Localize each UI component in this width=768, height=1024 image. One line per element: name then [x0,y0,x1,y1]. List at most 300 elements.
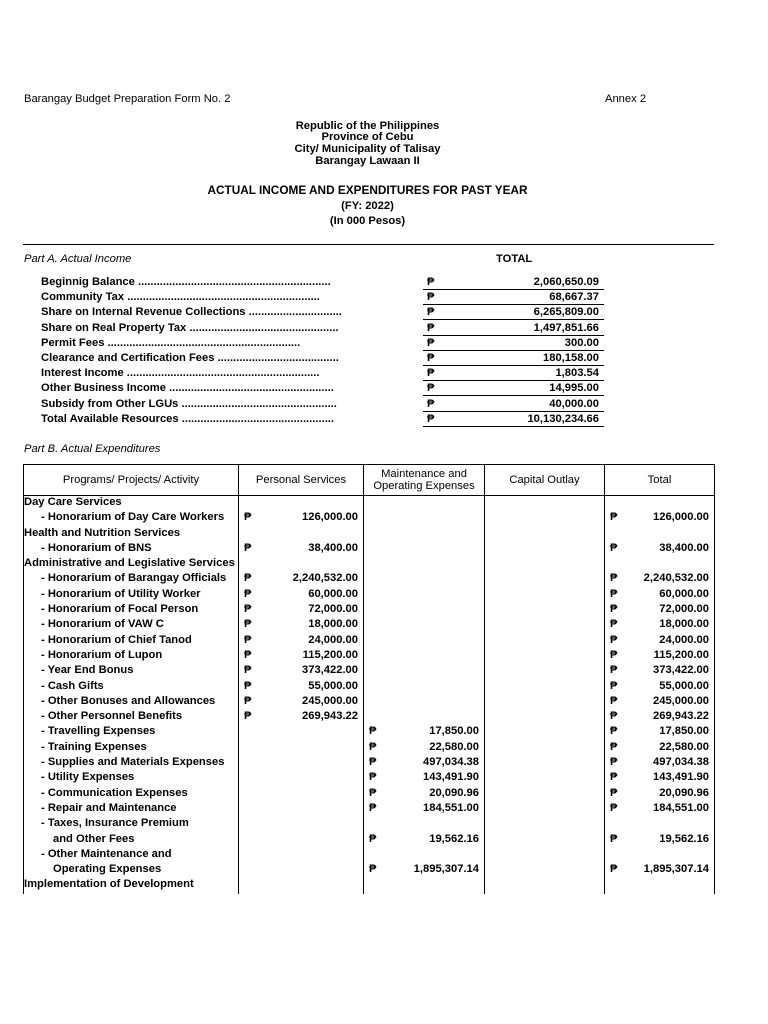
personal-services-cell [239,741,364,756]
table-row [24,710,715,725]
income-label: Share on Internal Revenue Collections .............................. [41,306,342,319]
total-cell [605,802,715,817]
income-row [0,306,768,321]
income-amount: 300.00 [564,336,599,349]
capital-outlay-cell [485,618,605,633]
peso-sign: ₱ [369,863,377,876]
personal-services-cell [239,588,364,603]
amount-value: 38,400.00 [308,541,358,554]
income-label: Other Business Income ..................................................... [41,382,334,395]
maintenance-cell [364,496,485,512]
table-row [24,771,715,786]
maintenance-cell [364,542,485,557]
amount-value: 17,850.00 [659,725,709,738]
col-header-maintenance: Maintenance and Operating Expenses [364,465,485,496]
income-underline [423,395,604,396]
item-label: - Year End Bonus [41,664,134,677]
maintenance-cell [364,649,485,664]
maintenance-cell [364,572,485,587]
capital-outlay-cell [485,787,605,802]
item-label: - Taxes, Insurance Premium [41,817,189,830]
barangay-line: Barangay Lawaan II [315,155,420,167]
amount-value: 143,491.90 [653,771,709,784]
maintenance-cell [364,680,485,695]
income-row [0,322,768,337]
category-row [24,557,715,572]
capital-outlay-cell [485,557,605,572]
maintenance-cell [364,603,485,618]
income-underline [423,350,604,351]
total-cell [605,863,715,878]
personal-services-cell [239,618,364,633]
income-underline [423,411,604,412]
peso-sign: ₱ [244,587,252,600]
item-label: and Other Fees [53,832,135,845]
amount-value: 245,000.00 [653,694,709,707]
capital-outlay-cell [485,649,605,664]
peso-sign: ₱ [244,572,252,585]
income-underline [423,426,604,427]
peso-sign: ₱ [610,801,618,814]
personal-services-cell [239,817,364,832]
peso-sign: ₱ [610,710,618,723]
peso-sign: ₱ [610,786,618,799]
peso-sign: ₱ [369,740,377,753]
income-underline [423,365,604,366]
capital-outlay-cell [485,817,605,832]
item-label: - Training Expenses [41,740,147,753]
peso-sign: ₱ [244,618,252,631]
item-label: - Utility Expenses [41,771,135,784]
peso-sign: ₱ [427,291,435,304]
table-row [24,664,715,679]
personal-services-cell [239,542,364,557]
peso-sign: ₱ [427,276,435,288]
income-label: Clearance and Certification Fees ....................................... [41,352,339,364]
capital-outlay-cell [485,680,605,695]
amount-value: 269,943.22 [653,710,709,723]
capital-outlay-cell [485,603,605,618]
maintenance-cell [364,557,485,572]
peso-sign: ₱ [610,541,618,554]
amount-value: 55,000.00 [659,679,709,692]
peso-sign: ₱ [369,801,377,814]
personal-services-cell [239,572,364,587]
income-amount: 6,265,809.00 [533,306,599,319]
item-label: - Other Personnel Benefits [41,710,183,723]
header-divider [23,244,714,245]
maintenance-cell [364,527,485,542]
income-row [0,337,768,352]
capital-outlay-cell [485,710,605,725]
capital-outlay-cell [485,695,605,710]
amount-value: 184,551.00 [653,801,709,814]
total-cell [605,725,715,740]
amount-value: 1,895,307.14 [643,863,709,876]
table-row [24,542,715,557]
amount-value: 115,200.00 [302,648,358,661]
peso-sign: ₱ [427,306,435,319]
income-underline [423,304,604,305]
income-label: Community Tax .............................................................. [41,291,320,304]
income-amount: 180,158.00 [543,352,599,364]
maintenance-cell [364,771,485,786]
capital-outlay-cell [485,802,605,817]
personal-services-cell [239,848,364,863]
capital-outlay-cell [485,741,605,756]
maintenance-cell [364,756,485,771]
capital-outlay-cell [485,634,605,649]
amount-value: 22,580.00 [659,740,709,753]
peso-sign: ₱ [369,756,377,769]
peso-sign: ₱ [427,382,435,395]
part-a-total-label: TOTAL [496,253,533,265]
personal-services-cell [239,756,364,771]
personal-services-cell [239,511,364,526]
table-row [24,863,715,878]
total-cell [605,588,715,603]
maintenance-cell [364,634,485,649]
amount-value: 184,551.00 [423,801,479,814]
item-label: - Honorarium of Day Care Workers [41,511,225,524]
table-row [24,603,715,618]
total-cell [605,695,715,710]
income-label: Subsidy from Other LGUs .................................................. [41,397,337,410]
maintenance-cell [364,588,485,603]
amount-value: 497,034.38 [423,756,479,769]
col-header-capital-outlay: Capital Outlay [485,465,605,496]
peso-sign: ₱ [244,541,252,554]
maintenance-cell [364,863,485,878]
income-label: Interest Income .............................................................. [41,367,320,380]
peso-sign: ₱ [610,618,618,631]
item-label: - Honorarium of Lupon [41,648,163,661]
peso-sign: ₱ [369,771,377,784]
amount-value: 72,000.00 [659,603,709,616]
personal-services-cell [239,527,364,542]
amount-value: 245,000.00 [302,694,358,707]
total-cell [605,771,715,786]
amount-value: 17,850.00 [429,725,479,738]
income-row [0,367,768,382]
col-header-personal-services: Personal Services [239,465,364,496]
total-cell [605,557,715,572]
total-cell [605,649,715,664]
personal-services-cell [239,649,364,664]
income-amount: 1,803.54 [555,367,599,380]
form-name: Barangay Budget Preparation Form No. 2 [24,93,231,105]
table-row [24,741,715,756]
amount-value: 20,090.96 [429,786,479,799]
peso-sign: ₱ [427,412,435,425]
amount-value: 55,000.00 [308,679,358,692]
amount-value: 115,200.00 [653,648,709,661]
total-cell [605,817,715,832]
income-amount: 40,000.00 [549,397,599,410]
page-title: ACTUAL INCOME AND EXPENDITURES FOR PAST YEAR [207,183,528,197]
item-label: - Travelling Expenses [41,725,156,738]
capital-outlay-cell [485,527,605,542]
table-row [24,725,715,740]
table-row [24,588,715,603]
personal-services-cell [239,725,364,740]
peso-sign: ₱ [610,572,618,585]
category-row [24,527,715,542]
maintenance-cell [364,848,485,863]
income-row [0,398,768,413]
personal-services-cell [239,710,364,725]
category-label: Administrative and Legislative Services [24,557,235,570]
personal-services-cell [239,878,364,893]
amount-value: 18,000.00 [659,618,709,631]
maintenance-cell [364,787,485,802]
peso-sign: ₱ [610,694,618,707]
part-a-heading: Part A. Actual Income [24,253,132,265]
income-underline [423,289,604,290]
peso-sign: ₱ [610,648,618,661]
total-cell [605,848,715,863]
peso-sign: ₱ [610,587,618,600]
peso-sign: ₱ [610,756,618,769]
personal-services-cell [239,863,364,878]
peso-sign: ₱ [427,336,435,349]
peso-sign: ₱ [427,397,435,410]
item-label: - Honorarium of BNS [41,541,152,554]
capital-outlay-cell [485,511,605,526]
peso-sign: ₱ [610,633,618,646]
total-cell [605,787,715,802]
category-row [24,878,715,893]
personal-services-cell [239,802,364,817]
personal-services-cell [239,603,364,618]
income-label: Beginnig Balance .............................................................. [41,276,331,288]
capital-outlay-cell [485,863,605,878]
peso-sign: ₱ [244,664,252,677]
maintenance-cell [364,695,485,710]
personal-services-cell [239,634,364,649]
income-label: Share on Real Property Tax ................................................ [41,321,339,334]
table-row [24,634,715,649]
maintenance-cell [364,802,485,817]
peso-sign: ₱ [427,367,435,380]
peso-sign: ₱ [427,352,435,364]
total-cell [605,741,715,756]
capital-outlay-cell [485,833,605,848]
capital-outlay-cell [485,771,605,786]
amount-value: 497,034.38 [653,756,709,769]
peso-sign: ₱ [244,603,252,616]
income-amount: 14,995.00 [549,382,599,395]
personal-services-cell [239,833,364,848]
table-row [24,756,715,771]
capital-outlay-cell [485,588,605,603]
total-cell [605,603,715,618]
total-cell [605,710,715,725]
annex-label: Annex 2 [605,93,647,105]
capital-outlay-cell [485,756,605,771]
amount-value: 24,000.00 [659,633,709,646]
item-label: - Honorarium of Utility Worker [41,587,201,600]
total-cell [605,664,715,679]
amount-value: 22,580.00 [429,740,479,753]
amount-value: 72,000.00 [308,603,358,616]
table-row [24,817,715,832]
table-row [24,848,715,863]
total-cell [605,756,715,771]
amount-value: 1,895,307.14 [413,863,479,876]
peso-sign: ₱ [244,679,252,692]
amount-value: 143,491.90 [423,771,479,784]
peso-sign: ₱ [369,832,377,845]
total-cell [605,511,715,526]
peso-sign: ₱ [369,786,377,799]
table-header-row [24,465,715,496]
maintenance-cell [364,725,485,740]
income-underline [423,380,604,381]
amount-value: 2,240,532.00 [643,572,709,585]
amount-value: 373,422.00 [302,664,358,677]
maintenance-cell [364,833,485,848]
expenditures-table [23,464,715,894]
item-label: - Repair and Maintenance [41,801,177,814]
capital-outlay-cell [485,878,605,893]
peso-sign: ₱ [610,511,618,524]
province-line: Province of Cebu [321,131,414,143]
income-row [0,291,768,306]
amount-value: 60,000.00 [308,587,358,600]
item-label: - Other Bonuses and Allowances [41,694,216,707]
total-cell [605,833,715,848]
amount-value: 373,422.00 [653,664,709,677]
income-amount: 10,130,234.66 [527,412,599,425]
peso-sign: ₱ [610,725,618,738]
table-row [24,802,715,817]
part-b-heading: Part B. Actual Expenditures [24,443,161,455]
capital-outlay-cell [485,664,605,679]
total-cell [605,572,715,587]
peso-sign: ₱ [244,694,252,707]
table-row [24,833,715,848]
table-row [24,618,715,633]
amount-value: 19,562.16 [659,832,709,845]
income-amount: 2,060,650.09 [533,276,599,288]
peso-sign: ₱ [610,863,618,876]
peso-sign: ₱ [244,511,252,524]
total-cell [605,680,715,695]
category-label: Day Care Services [24,496,122,508]
table-row [24,695,715,710]
amount-value: 2,240,532.00 [292,572,358,585]
capital-outlay-cell [485,496,605,512]
capital-outlay-cell [485,572,605,587]
income-row [0,413,768,428]
income-row [0,352,768,367]
item-label: - Honorarium of VAW C [41,618,164,631]
table-row [24,649,715,664]
income-underline [423,335,604,336]
category-label: Health and Nutrition Services [24,526,181,539]
personal-services-cell [239,664,364,679]
total-cell [605,527,715,542]
total-cell [605,634,715,649]
personal-services-cell [239,496,364,512]
item-label: - Honorarium of Focal Person [41,603,199,616]
item-label: Operating Expenses [53,863,162,876]
item-label: - Cash Gifts [41,679,104,692]
peso-sign: ₱ [244,648,252,661]
category-row [24,496,715,512]
personal-services-cell [239,695,364,710]
capital-outlay-cell [485,542,605,557]
city-line: City/ Municipality of Talisay [294,143,441,155]
peso-sign: ₱ [369,725,377,738]
amount-value: 269,943.22 [302,710,358,723]
peso-sign: ₱ [610,771,618,784]
item-label: - Supplies and Materials Expenses [41,756,225,769]
maintenance-cell [364,710,485,725]
table-row [24,572,715,587]
amount-value: 20,090.96 [659,786,709,799]
income-underline [423,319,604,320]
personal-services-cell [239,787,364,802]
total-cell [605,496,715,512]
amount-value: 24,000.00 [308,633,358,646]
republic-line: Republic of the Philippines [295,120,440,132]
category-label: Implementation of Development [24,878,194,891]
amount-value: 18,000.00 [308,618,358,631]
total-cell [605,542,715,557]
maintenance-cell [364,664,485,679]
item-label: - Communication Expenses [41,786,188,799]
maintenance-cell [364,741,485,756]
item-label: - Honorarium of Chief Tanod [41,633,192,646]
peso-sign: ₱ [610,740,618,753]
amount-value: 38,400.00 [659,541,709,554]
maintenance-cell [364,817,485,832]
personal-services-cell [239,557,364,572]
maintenance-cell [364,618,485,633]
capital-outlay-cell [485,725,605,740]
personal-services-cell [239,771,364,786]
table-row [24,511,715,526]
table-row [24,787,715,802]
peso-sign: ₱ [610,832,618,845]
maintenance-cell [364,511,485,526]
personal-services-cell [239,680,364,695]
col-header-programs: Programs/ Projects/ Activity [24,465,239,496]
peso-sign: ₱ [610,664,618,677]
peso-sign: ₱ [610,679,618,692]
income-label: Permit Fees .............................................................. [41,336,301,349]
unit-note: (In 000 Pesos) [329,215,406,227]
income-label: Total Available Resources ................................................. [41,412,335,425]
income-amount: 1,497,851.66 [533,321,599,334]
peso-sign: ₱ [244,633,252,646]
peso-sign: ₱ [610,603,618,616]
item-label: - Honorarium of Barangay Officials [41,572,227,585]
amount-value: 19,562.16 [429,832,479,845]
amount-value: 60,000.00 [659,587,709,600]
income-row [0,382,768,397]
income-amount: 68,667.37 [549,291,599,304]
table-row [24,680,715,695]
capital-outlay-cell [485,848,605,863]
col-header-total: Total [605,465,715,496]
total-cell [605,618,715,633]
peso-sign: ₱ [427,321,435,334]
maintenance-cell [364,878,485,893]
amount-value: 126,000.00 [302,511,358,524]
